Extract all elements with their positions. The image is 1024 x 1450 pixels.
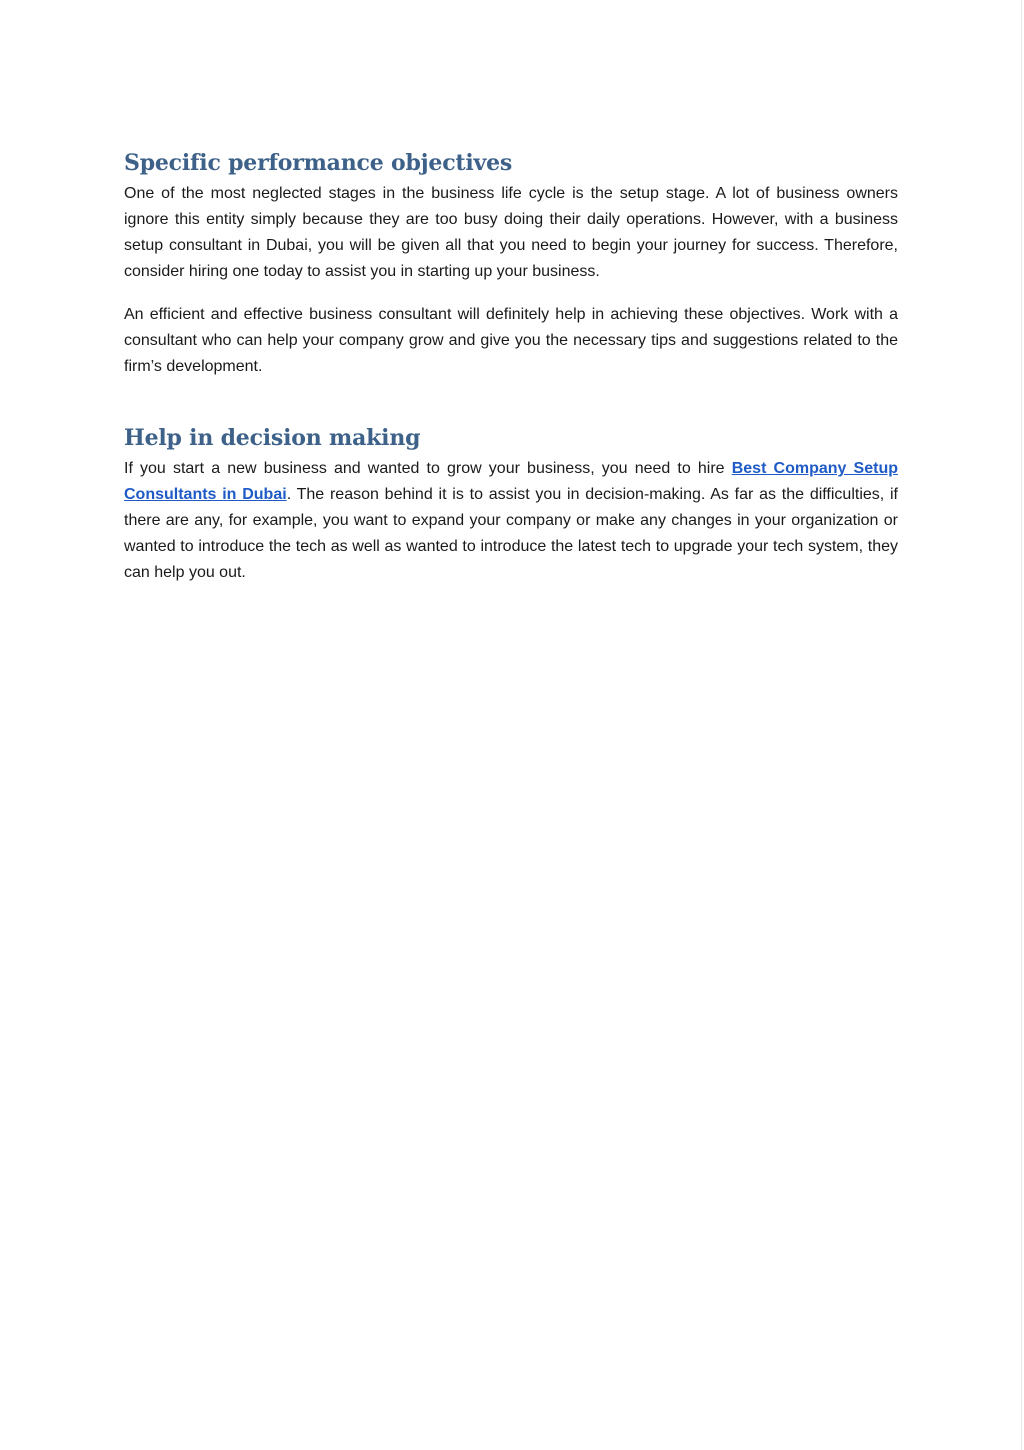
section-help-in-decision-making — [124, 422, 898, 586]
section-specific-performance-objectives — [124, 147, 898, 380]
company-setup-consultants-link[interactable]: Best Company Setup Consultants in Dubai — [124, 460, 898, 503]
section-heading: Help in decision making — [124, 425, 421, 451]
body-paragraph — [124, 456, 898, 586]
body-paragraph: One of the most neglected stages in the business life cycle is the setup stage. A lot of business owners ignore this entity simply because they are too busy doing their daily operations. However, with a business setup consultant in Dubai, you will be given all that you need to begin your journey for success. Therefore, consider hiring one today to assist you in starting up your business. — [124, 185, 898, 280]
paragraph-text-after-link: . The reason behind it is to assist you in decision-making. As far as the difficulties, if there are any, for example, you want to expand your company or make any changes in your organization or wanted to introduce the tech as well as wanted to introduce the latest tech to upgrade your tech system, they can help you out. — [124, 486, 899, 581]
paragraph-text-before-link: If you start a new business and wanted to grow your business, you need to hire — [124, 460, 732, 477]
section-heading: Specific performance objectives — [124, 150, 513, 176]
document-content — [124, 145, 898, 586]
body-paragraph: An efficient and effective business consultant will definitely help in achieving these objectives. Work with a consultant who can help your company grow and give you the necessary tips and suggestions related to the firm’s development. — [124, 306, 898, 375]
